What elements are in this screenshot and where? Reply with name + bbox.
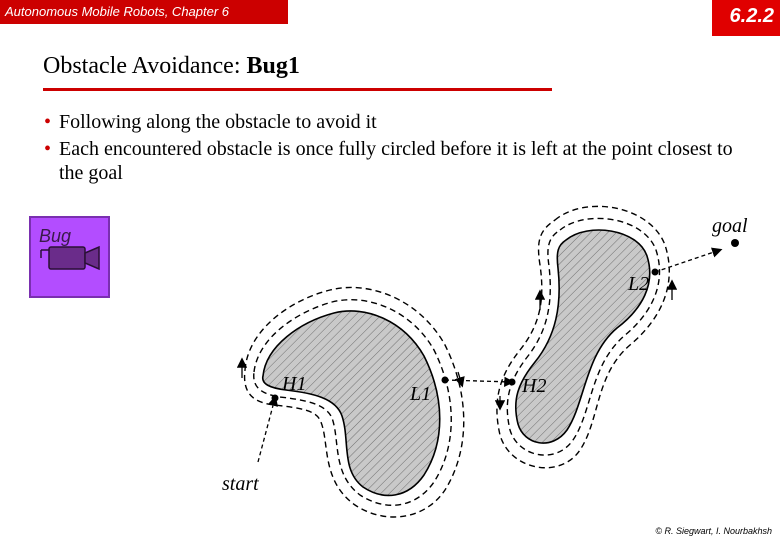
goal-point [731, 239, 739, 247]
l1-label: L1 [410, 383, 432, 405]
bullet-text: Each encountered obstacle is once fully circled before it is left at the point closest to the goal [59, 138, 733, 184]
bullet-text: Following along the obstacle to avoid it [59, 111, 377, 133]
copyright-credit: © R. Siegwart, I. Nourbakhsh [655, 526, 772, 536]
section-number: 6.2.2 [729, 5, 774, 27]
l1-point [442, 377, 449, 384]
bullet-dot: • [44, 138, 52, 160]
bullet-dot: • [44, 111, 52, 133]
start-label: start [222, 473, 259, 495]
l2-label: L2 [628, 273, 650, 295]
l2-point [652, 269, 659, 276]
h2-point [509, 379, 516, 386]
title-prefix: Obstacle Avoidance: [43, 53, 247, 79]
start-to-h1-path [258, 398, 275, 462]
h1-point [272, 395, 279, 402]
obstacle-2 [516, 230, 650, 443]
bug-label: Bug [39, 226, 72, 246]
h2-label: H2 [522, 375, 547, 397]
h1-label: H1 [282, 373, 307, 395]
course-title: Autonomous Mobile Robots, Chapter 6 [5, 4, 230, 19]
goal-label: goal [712, 215, 748, 237]
l2-to-goal-path [655, 250, 720, 272]
title-strong: Bug1 [246, 53, 300, 79]
